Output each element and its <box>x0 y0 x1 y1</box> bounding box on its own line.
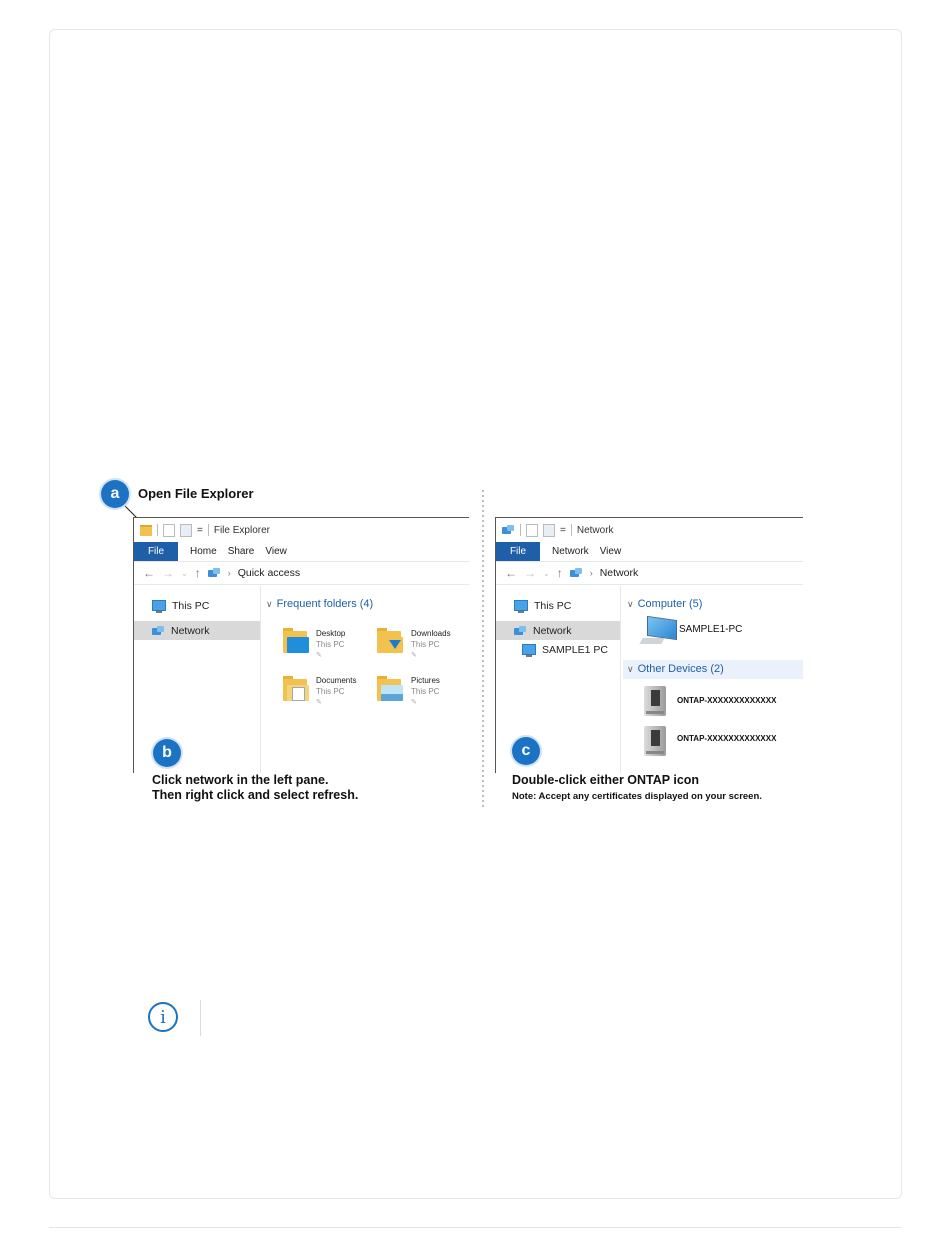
ontap-device-2[interactable]: ONTAP-XXXXXXXXXXXXX <box>677 734 777 743</box>
breadcrumb-chevron-icon: › <box>227 568 231 578</box>
properties-icon[interactable] <box>163 524 175 537</box>
new-folder-icon[interactable] <box>543 524 555 537</box>
info-icon: i <box>148 1002 178 1032</box>
step-c-note: Note: Accept any certificates displayed on your screen. <box>512 791 762 802</box>
tab-view[interactable]: View <box>599 546 622 557</box>
quick-access-icon <box>208 568 221 578</box>
pin-icon: ✎ <box>411 699 417 706</box>
desktop-folder-icon[interactable] <box>283 628 313 654</box>
ontap-device-icon[interactable] <box>644 686 666 716</box>
nav-item-network[interactable] <box>134 621 260 640</box>
breadcrumb-chevron-icon: › <box>589 568 593 578</box>
nav-item-label: This PC <box>172 599 210 612</box>
chevron-down-icon: ∨ <box>266 598 273 609</box>
step-c-badge: c <box>512 737 540 765</box>
address-bar <box>496 562 803 585</box>
documents-folder-icon[interactable] <box>283 676 313 702</box>
caption-line-2: Then right click and select refresh. <box>152 788 359 802</box>
folder-name: Documents <box>316 676 357 685</box>
back-arrow-icon[interactable]: ← <box>505 566 517 580</box>
nav-item-this-pc[interactable] <box>496 596 620 615</box>
up-arrow-icon[interactable]: ↑ <box>556 566 563 580</box>
nav-item-label: Network <box>171 624 210 637</box>
computer-monitor-icon[interactable] <box>641 618 677 644</box>
folder-location: This PC <box>411 687 440 696</box>
nav-item-network[interactable] <box>496 621 620 640</box>
step-a-title: Open File Explorer <box>138 486 254 501</box>
pin-icon: ✎ <box>316 652 322 659</box>
ribbon-tabs <box>496 542 803 562</box>
folder-documents[interactable] <box>316 675 356 708</box>
folder-name: Pictures <box>411 676 440 685</box>
toolbar-separator <box>520 524 521 536</box>
new-folder-icon[interactable] <box>180 524 192 537</box>
tab-share[interactable]: Share <box>227 546 255 557</box>
step-c-caption: Double-click either ONTAP icon <box>512 773 700 787</box>
computer-icon <box>522 644 536 655</box>
network-icon <box>570 568 583 578</box>
tab-file[interactable]: File <box>496 542 540 561</box>
folder-location: This PC <box>316 687 345 696</box>
window-title: Network <box>576 524 614 536</box>
folder-name: Desktop <box>316 629 346 638</box>
nav-item-label: SAMPLE1 PC <box>542 643 608 656</box>
address-bar <box>134 562 469 585</box>
downloads-folder-icon[interactable] <box>377 628 407 654</box>
pin-icon: ✎ <box>411 652 417 659</box>
toolbar-separator <box>571 524 572 536</box>
folder-location: This PC <box>316 640 345 649</box>
section-title: Frequent folders (4) <box>276 598 374 610</box>
caption-line-1: Click network in the left pane. <box>152 773 329 787</box>
address-path[interactable]: Quick access <box>237 567 301 579</box>
navigation-pane <box>134 586 261 773</box>
computer-icon <box>514 600 528 611</box>
computer-icon <box>152 600 166 611</box>
right-explorer-window <box>495 517 803 773</box>
folder-pictures[interactable] <box>411 675 440 708</box>
step-b-badge: b <box>153 739 181 767</box>
chevron-down-icon: ∨ <box>627 598 634 609</box>
forward-arrow-icon[interactable]: → <box>162 566 174 580</box>
qa-eq: = <box>560 524 566 536</box>
tab-home[interactable]: Home <box>190 546 217 557</box>
up-arrow-icon[interactable]: ↑ <box>194 566 201 580</box>
recent-chevron-icon[interactable]: ⌄ <box>543 568 550 578</box>
quick-access-toolbar <box>496 518 803 542</box>
tab-network[interactable]: Network <box>552 546 589 557</box>
network-icon <box>502 525 515 535</box>
folder-desktop[interactable] <box>316 628 345 661</box>
step-b-caption <box>152 773 358 803</box>
tab-file[interactable]: File <box>134 542 178 561</box>
ontap-device-icon[interactable] <box>644 726 666 756</box>
forward-arrow-icon[interactable]: → <box>524 566 536 580</box>
chevron-down-icon: ∨ <box>627 663 634 674</box>
ontap-device-1[interactable]: ONTAP-XXXXXXXXXXXXX <box>677 696 777 705</box>
properties-icon[interactable] <box>526 524 538 537</box>
computer-sample1-pc[interactable]: SAMPLE1-PC <box>679 624 743 635</box>
nav-item-sample1-pc[interactable] <box>496 640 628 659</box>
folder-downloads[interactable] <box>411 628 451 661</box>
toolbar-separator <box>208 524 209 536</box>
folder-location: This PC <box>411 640 440 649</box>
network-icon <box>514 626 527 636</box>
pin-icon: ✎ <box>316 699 322 706</box>
step-a-badge: a <box>101 480 129 508</box>
back-arrow-icon[interactable]: ← <box>143 566 155 580</box>
nav-item-this-pc[interactable] <box>134 596 260 615</box>
network-icon <box>152 626 165 636</box>
pictures-folder-icon[interactable] <box>377 676 407 702</box>
quick-access-toolbar <box>134 518 469 542</box>
toolbar-separator <box>157 524 158 536</box>
recent-chevron-icon[interactable]: ⌄ <box>181 568 188 578</box>
section-other-devices[interactable] <box>627 663 724 675</box>
section-title: Computer (5) <box>637 598 703 610</box>
tab-view[interactable]: View <box>265 546 287 557</box>
nav-item-label: Network <box>533 624 572 637</box>
note-divider <box>200 1000 201 1036</box>
window-title: File Explorer <box>213 524 270 536</box>
ribbon-tabs <box>134 542 469 562</box>
qa-eq: = <box>197 524 203 536</box>
section-computer[interactable] <box>627 598 702 610</box>
section-title: Other Devices (2) <box>637 663 724 675</box>
address-path[interactable]: Network <box>599 567 639 579</box>
folder-icon <box>140 525 152 536</box>
section-frequent-folders[interactable] <box>266 598 373 610</box>
nav-item-label: This PC <box>534 599 572 612</box>
folder-name: Downloads <box>411 629 451 638</box>
left-explorer-window <box>133 517 469 773</box>
